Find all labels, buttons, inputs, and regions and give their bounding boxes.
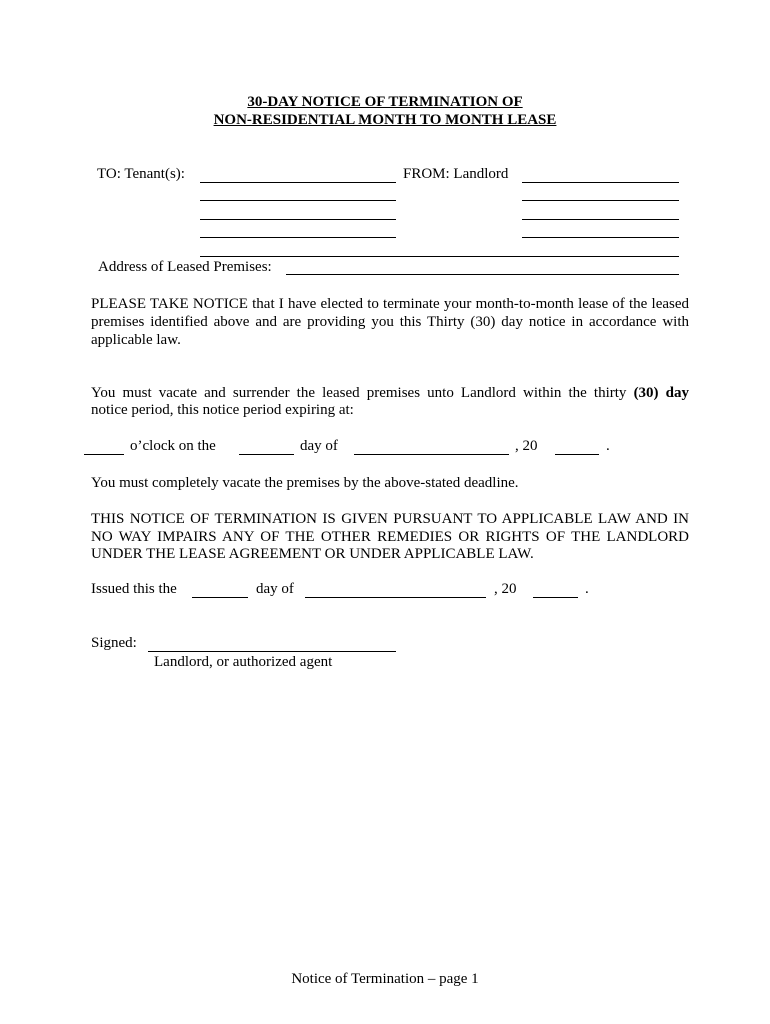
page-footer: Notice of Termination – page 1 <box>291 971 479 987</box>
issued-month-field[interactable] <box>305 597 486 598</box>
expiry-day-field[interactable] <box>239 454 294 455</box>
legal-line-1: THIS NOTICE OF TERMINATION IS GIVEN PURSUANT TO APPLICABLE LAW AND IN <box>91 511 689 527</box>
issued-year-prefix: , 20 <box>494 581 517 597</box>
separator-line <box>200 256 679 257</box>
vacate-text: You must vacate and surrender the leased premises unto Landlord within the thirty <box>91 385 627 401</box>
legal-line-3: UNDER THE LEASE AGREEMENT OR UNDER APPLICABLE LAW. <box>91 546 534 562</box>
landlord-name-field-1[interactable] <box>522 182 679 183</box>
address-label: Address of Leased Premises: <box>98 259 272 275</box>
tenant-name-field-2[interactable] <box>200 200 396 201</box>
expiry-period: . <box>606 438 610 454</box>
landlord-name-field-4[interactable] <box>522 237 679 238</box>
expiry-year-prefix: , 20 <box>515 438 538 454</box>
tenant-name-field-3[interactable] <box>200 219 396 220</box>
vacate-line-2: notice period, this notice period expiring at: <box>91 402 354 418</box>
vacate-bold-days: (30) day <box>633 385 690 401</box>
notice-paragraph: PLEASE TAKE NOTICE that I have elected to terminate your month-to-month lease of the leased premises identified above and are providing you this Thirty (30) day notice in accordance with applicable law. <box>91 296 689 348</box>
issued-label: Issued this the <box>91 581 177 597</box>
issued-day-field[interactable] <box>192 597 248 598</box>
expiry-hour-field[interactable] <box>84 454 124 455</box>
issued-period: . <box>585 581 589 597</box>
landlord-label: FROM: Landlord <box>403 166 509 182</box>
oclock-label: o’clock on the <box>130 438 216 454</box>
issued-year-field[interactable] <box>533 597 578 598</box>
signed-label: Signed: <box>91 635 137 651</box>
issued-day-of-label: day of <box>256 581 294 597</box>
expiry-year-field[interactable] <box>555 454 599 455</box>
expiry-month-field[interactable] <box>354 454 509 455</box>
expiry-day-of-label: day of <box>300 438 338 454</box>
complete-vacate-text: You must completely vacate the premises by the above-stated deadline. <box>91 475 519 491</box>
legal-line-2: NO WAY IMPAIRS ANY OF THE OTHER REMEDIES OR RIGHTS OF THE LANDLORD <box>91 529 689 545</box>
tenant-name-field-1[interactable] <box>200 182 396 183</box>
vacate-line-1 <box>91 384 689 402</box>
address-field[interactable] <box>286 274 679 275</box>
landlord-name-field-3[interactable] <box>522 219 679 220</box>
tenant-name-field-4[interactable] <box>200 237 396 238</box>
tenant-label: TO: Tenant(s): <box>97 166 185 182</box>
landlord-name-field-2[interactable] <box>522 200 679 201</box>
signature-field[interactable] <box>148 651 396 652</box>
signature-caption: Landlord, or authorized agent <box>154 654 333 670</box>
document-title-line-1: 30-DAY NOTICE OF TERMINATION OF <box>247 94 523 110</box>
document-title-line-2: NON-RESIDENTIAL MONTH TO MONTH LEASE <box>213 112 557 128</box>
